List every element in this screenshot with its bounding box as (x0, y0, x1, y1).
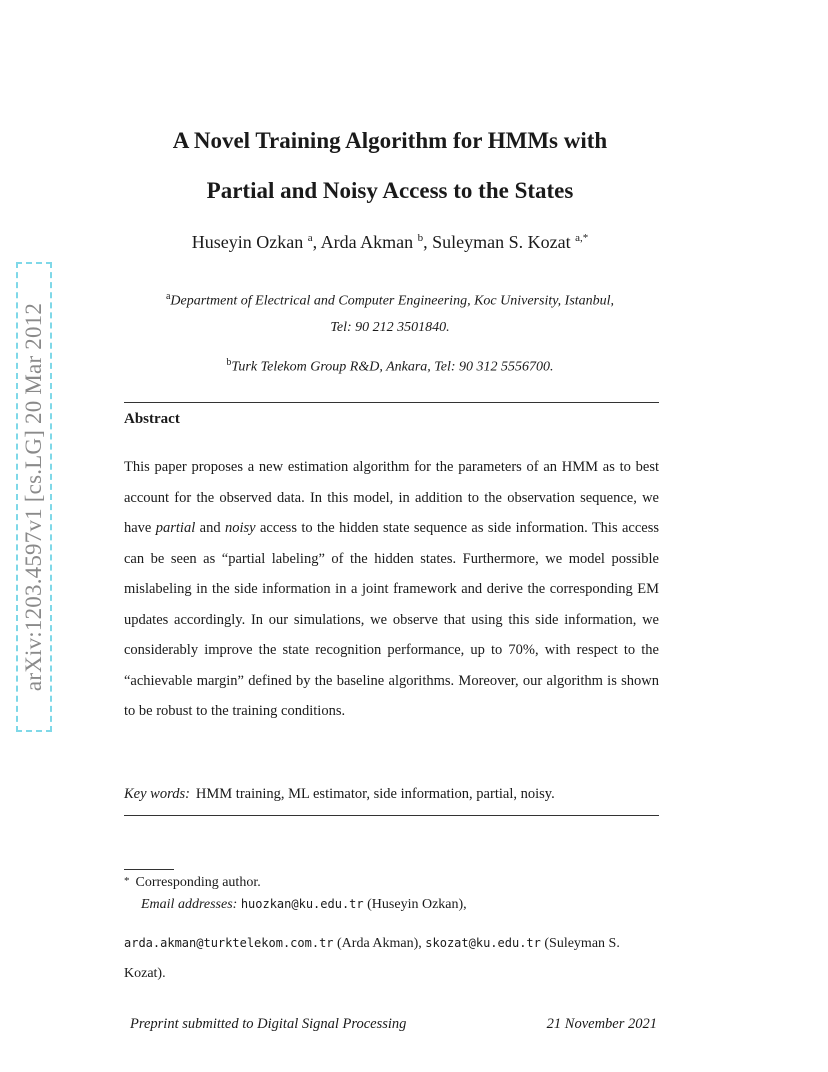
page-footer (130, 1016, 657, 1033)
footnote-text: Corresponding author. (135, 875, 261, 890)
author-name: Suleyman S. Kozat (432, 232, 571, 252)
author-list: Huseyin Ozkan $^a$, Arda Akman $^b$, Suleyman S. Kozat $^{a,*}$ (191, 232, 589, 252)
author-name: Arda Akman (320, 232, 414, 252)
email-owner: (Huseyin Ozkan), (363, 897, 467, 912)
abstract-text: and (195, 520, 225, 536)
email-owner: (Suleyman S. Kozat). (124, 936, 620, 981)
abstract-text: This paper proposes a new estimation algorithm for the parameters of an HMM as to best account for the observed data. In this model, in addition to the observation sequence, we have (124, 459, 659, 536)
abstract-emphasis: partial (155, 520, 196, 536)
author-mark: a,* (575, 232, 589, 244)
arxiv-stamp-text: arXiv:1203.4597v1 [cs.LG] 20 Mar 2012 (21, 302, 46, 692)
paper-title-line-1: A Novel Training Algorithm for HMMs with (172, 128, 608, 153)
affiliation-mark: b (226, 357, 232, 368)
abstract-top-rule (124, 402, 659, 403)
email-link[interactable]: skozat@ku.edu.tr (425, 936, 541, 950)
footnote-rule (124, 869, 174, 870)
footer-date: 21 November 2021 (546, 1016, 657, 1032)
email-link[interactable]: huozkan@ku.edu.tr (240, 897, 364, 911)
paper-title-line-2: Partial and Noisy Access to the States (206, 178, 574, 203)
abstract-heading: Abstract (124, 411, 180, 427)
arxiv-stamp (16, 262, 52, 732)
author-mark: b (417, 232, 424, 244)
abstract-bottom-rule (124, 815, 659, 816)
affiliation-text: Turk Telekom Group R&D, Ankara, Tel: 90 312 5556700. (231, 359, 554, 375)
abstract-emphasis: noisy (224, 520, 256, 536)
affiliation-a-phone: Tel: 90 212 3501840. (330, 320, 450, 335)
footnote-emails-line-2 (124, 928, 659, 989)
affiliation-mark: a (165, 291, 171, 302)
affiliation-a (100, 291, 680, 310)
email-label: Email addresses: (141, 897, 238, 912)
abstract-text: access to the hidden state sequence as side information. This access can be seen as “partial labeling” of the hidden states. Furthermore, we model possible mislabeling in the side information in a joint framework and derive the corresponding EM updates accordingly. In our simulations, we observe that using this side information, we considerably improve the state recognition performance, up to 70%, with respect to the “achievable margin” defined by the baseline algorithms. Moreover, our algorithm is shown to be robust to the training conditions. (124, 520, 660, 719)
footer-journal: Preprint submitted to Digital Signal Processing (130, 1016, 407, 1032)
footnote-star: * (124, 875, 130, 887)
email-link[interactable]: arda.akman@turktelekom.com.tr (124, 936, 334, 950)
keywords-text: HMM training, ML estimator, side information, partial, noisy. (195, 786, 555, 802)
affiliation-text: Department of Electrical and Computer Engineering, Koc University, Istanbul, (170, 293, 615, 309)
footnote-emails-line-1 (141, 897, 467, 913)
affiliation-b (100, 357, 680, 376)
author-mark: a (307, 232, 313, 244)
abstract-body (124, 452, 659, 727)
author-name: Huseyin Ozkan (191, 232, 304, 252)
footnote-corresponding (124, 875, 261, 891)
email-owner: (Arda Akman), (333, 936, 426, 951)
keywords-label: Key words: (124, 786, 190, 802)
keywords (124, 786, 659, 803)
